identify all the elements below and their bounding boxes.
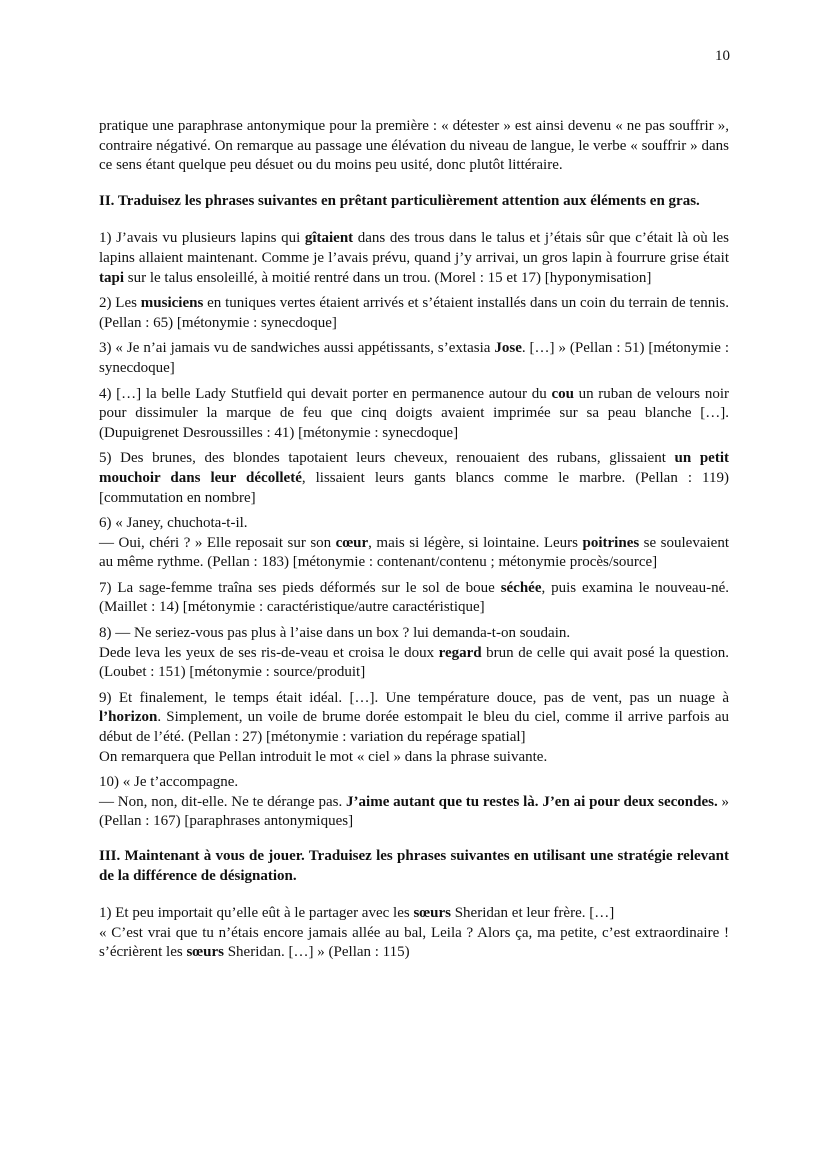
section-3-item-1 <box>99 904 729 963</box>
exercise-item-6 <box>99 514 729 573</box>
exercise-item-9 <box>99 689 729 767</box>
exercise-item-3: 3) « Je n’ai jamais vu de sandwiches aussi appétissants, s’extasia Jose. […] » (Pellan : 51) [métonymie : synecdoque] <box>99 340 729 376</box>
page-number: 10 <box>715 48 730 64</box>
item-9-line-1: 9) Et finalement, le temps était idéal. […]. Une température douce, pas de vent, pas un nuage à l’horizon. Simplement, un voile de brume dorée estompait le bleu du ciel, comme il arrive parfois au début de l’été. (Pellan : 27) [métonymie : variation du repérage spatial] <box>99 689 729 746</box>
exercise-item-2: 2) Les musiciens en tuniques vertes étaient arrivés et s’étaient installés dans un coin du terrain de tennis. (Pellan : 65) [métonymie : synecdoque] <box>99 295 729 331</box>
item-10-line-1: 10) « Je t’accompagne. <box>99 774 239 791</box>
intro-paragraph: pratique une paraphrase antonymique pour la première : « détester » est ainsi devenu « ne pas souffrir », contraire négativé. On remarque au passage une élévation du niveau de langue, le verbe « souffrir » dans ce sens étant quelque peu désuet ou du moins peu usité, donc plutôt littéraire. <box>99 118 729 174</box>
section-2-heading: II. Traduisez les phrases suivantes en prêtant particulièrement attention aux éléments en gras. <box>99 192 700 209</box>
item-6-line-1: 6) « Janey, chuchota-t-il. <box>99 515 248 532</box>
item-8-line-2: Dede leva les yeux de ses ris-de-veau et croisa le doux regard brun de celle qui avait posé la question. (Loubet : 151) [métonymie : source/produit] <box>99 644 729 681</box>
item-9-line-2: On remarquera que Pellan introduit le mot « ciel » dans la phrase suivante. <box>99 748 548 765</box>
exercise-item-5: 5) Des brunes, des blondes tapotaient leurs cheveux, renouaient des rubans, glissaient un petit mouchoir dans leur décolleté, lissaient leurs gants blancs comme le marbre. (Pellan : 119) [commutation en nombre] <box>99 450 729 506</box>
exercise-item-1: 1) J’avais vu plusieurs lapins qui gîtaient dans des trous dans le talus et j’étais sûr que c’était là où les lapins allaient maintenant. Comme je l’avais prévu, quand j’y arrivai, un gros lapin à fourrure grise était tapi sur le talus ensoleillé, à moitié rentré dans un trou. (Morel : 15 et 17) [hyponymisation] <box>99 230 729 286</box>
s3-item-1-line-1: 1) Et peu importait qu’elle eût à le partager avec les sœurs Sheridan et leur frère. […] <box>99 905 615 922</box>
s3-item-1-line-2: « C’est vrai que tu n’étais encore jamais allée au bal, Leila ? Alors ça, ma petite, c’est extraordinaire ! s’écrièrent les sœurs Sheridan. […] » (Pellan : 115) <box>99 924 729 961</box>
exercise-item-4: 4) […] la belle Lady Stutfield qui devait porter en permanence autour du cou un ruban de velours noir pour dissimuler la marque de feu que cinq doigts avaient imprimée sur sa peau blanche […]. (Dupuigrenet Desroussilles : 41) [métonymie : synecdoque] <box>99 385 729 441</box>
item-10-line-2: — Non, non, dit-elle. Ne te dérange pas. J’aime autant que tu restes là. J’en ai pour deux secondes. » (Pellan : 167) [paraphrases antonymiques] <box>99 793 730 830</box>
item-8-line-1: 8) — Ne seriez-vous pas plus à l’aise dans un box ? lui demanda-t-on soudain. <box>99 625 571 642</box>
page-content <box>99 117 729 963</box>
item-6-line-2: — Oui, chéri ? » Elle reposait sur son cœur, mais si légère, si lointaine. Leurs poitrines se soulevaient au même rythme. (Pellan : 183) [métonymie : contenant/contenu ; métonymie procès/source] <box>99 534 729 571</box>
exercise-item-8 <box>99 624 729 683</box>
exercise-item-10 <box>99 773 729 832</box>
section-3-heading: III. Maintenant à vous de jouer. Traduisez les phrases suivantes en utilisant une stratégie relevant de la différence de désignation. <box>99 848 729 884</box>
exercise-item-7: 7) La sage-femme traîna ses pieds déformés sur le sol de boue séchée, puis examina le nouveau-né. (Maillet : 14) [métonymie : caractéristique/autre caractéristique] <box>99 579 729 616</box>
